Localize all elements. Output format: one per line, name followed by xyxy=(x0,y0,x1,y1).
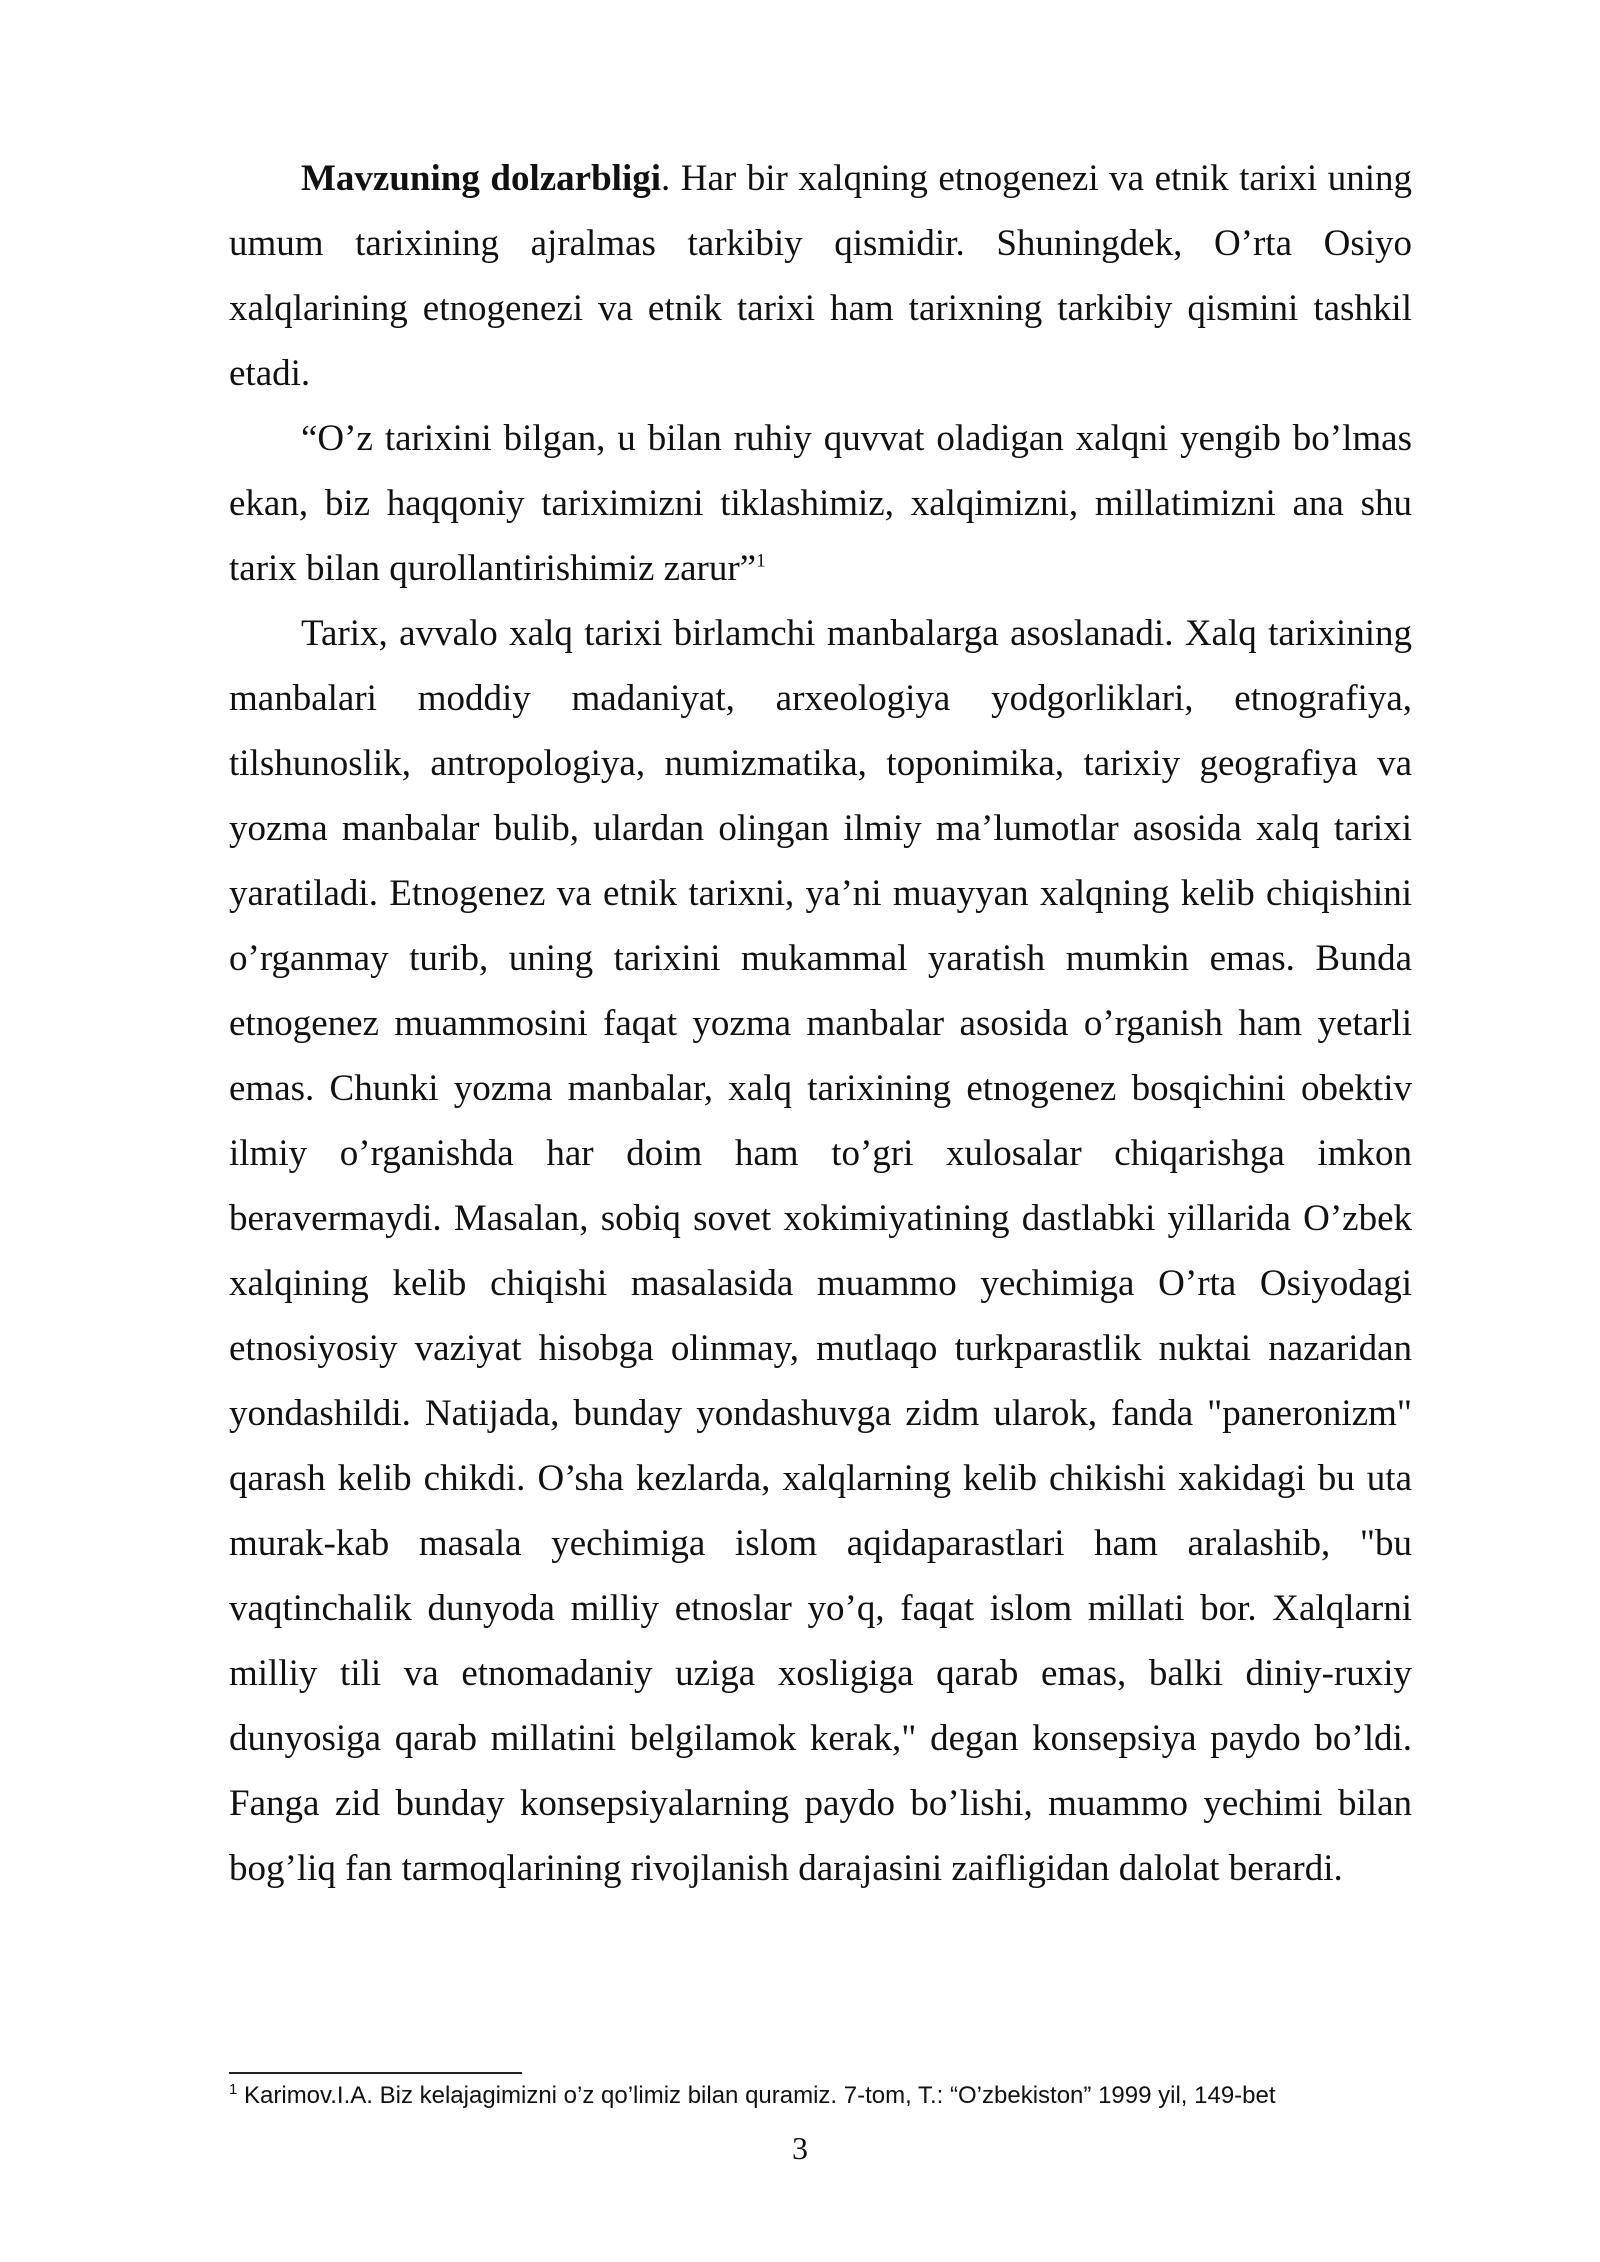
page-number: 3 xyxy=(792,2130,808,2166)
paragraph-1-text: . Har bir xalqning etnogenezi va etnik tarixi uning umum tarixining ajralmas tarkibiy qismidir. Shuningdek, O’rta Osiyo xalqlarining etnogenezi va etnik tarixi ham tarixning tarkibiy qismini tashkil etadi. xyxy=(229,158,1412,394)
section-lead-title: Mavzuning dolzarbligi xyxy=(301,158,661,199)
paragraph-3-text: Tarix, avvalo xalq tarixi birlamchi manbalarga asoslanadi. Xalq tarixining manbalari moddiy madaniyat, arxeologiya yodgorliklari, etnografiya, tilshunoslik, antropologiya, numizmatika, toponimika, tarixiy geografiya va yozma manbalar bulib, ulardan olingan ilmiy ma’lumotlar asosida xalq tarixi yaratiladi. Etnogenez va etnik tarixni, ya’ni muayyan xalqning kelib chiqishini o’rganmay turib, uning tarixini mukammal yaratish mumkin emas. Bunda etnogenez muammosini faqat yozma manbalar asosida o’rganish ham yetarli emas. Chunki yozma manbalar, xalq tarixining etnogenez bosqichini obektiv ilmiy o’rganishda har doim ham to’gri xulosalar chiqarishga imkon beravermaydi. Masalan, sobiq sovet xokimiyatining dastlabki yillarida O’zbek xalqining kelib chiqishi masalasida muammo yechimiga O’rta Osiyodagi etnosiyosiy vaziyat hisobga olinmay, mutlaqo turkparastlik nuktai nazaridan yondashildi. Natijada, bunday yondashuvga zidm ularok, fanda "paneronizm" qarash kelib chikdi. O’sha kezlarda, xalqlarning kelib chikishi xakidagi bu uta murak-kab masala yechimiga islom aqidaparastlari ham aralashib, "bu vaqtinchalik dunyoda milliy etnoslar yo’q, faqat islom millati bor. Xalqlarni milliy tili va etnomadaniy uziga xosligiga qarab emas, balki diniy-ruxiy dunyosiga qarab millatini belgilamok kerak," degan konsepsiya paydo bo’ldi. Fanga zid bunday konsepsiyalarning paydo bo’lishi, muammo yechimi bilan bog’liq fan tarmoqlarining rivojlanish darajasini zaifligidan dalolat berardi. xyxy=(229,613,1412,1889)
footnote-number: 1 xyxy=(229,2081,238,2098)
footnote-text: Karimov.I.A. Biz kelajagimizni o’z qo’limiz bilan quramiz. 7-tom, T.: “O’zbekiston” 1999 yil, 149-bet xyxy=(237,2082,1276,2109)
quote-text: “O’z tarixini bilgan, u bilan ruhiy quvvat oladigan xalqni yengib bo’lmas ekan, biz haqqoniy tariximizni tiklashimiz, xalqimizni, millatimizni ana shu tarix bilan qurollantirishimiz zarur” xyxy=(229,418,1412,589)
paragraph-1 xyxy=(229,146,1412,406)
footnote xyxy=(229,2080,1429,2112)
paragraph-2-quote xyxy=(229,406,1412,601)
paragraph-3 xyxy=(229,601,1412,1901)
footnote-separator xyxy=(229,2072,522,2074)
body-text xyxy=(229,146,1412,1901)
footnote-reference: 1 xyxy=(756,550,766,572)
